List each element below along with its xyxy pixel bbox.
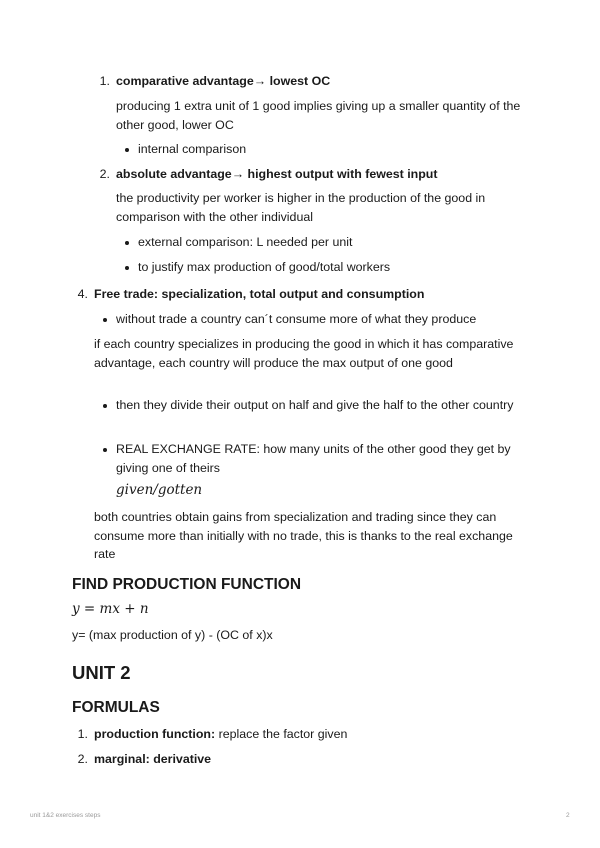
bullet-icon [103, 404, 107, 408]
list-item-title [116, 72, 330, 91]
bullet-icon [103, 448, 107, 452]
list-marker: 2. [77, 752, 88, 766]
list-item [94, 750, 211, 769]
bullet-icon [103, 318, 107, 322]
list-marker: 2. [99, 167, 110, 181]
paragraph: the productivity per worker is higher in the production of the good in comparison with the other individual [116, 191, 486, 224]
bullet-text: without trade a country can´t consume more of what they produce [116, 312, 477, 326]
paragraph: producing 1 extra unit of 1 good implies giving up a smaller quantity of the other good, lower OC [116, 99, 521, 132]
list-item [94, 725, 347, 744]
bullet-icon [125, 148, 129, 152]
page-heading: UNIT 2 [72, 662, 131, 683]
bullet-icon [125, 241, 129, 245]
page-number: 2 [566, 812, 570, 819]
math-formula: y = mx + n [72, 601, 149, 617]
title-text: absolute advantage [116, 167, 232, 181]
title-tail: highest output with fewest input [244, 167, 438, 181]
paragraph: y= (max production of y) - (OC of x)x [72, 628, 273, 642]
list-marker: 1. [99, 74, 110, 88]
list-item-title: Free trade: specialization, total output and consumption [94, 287, 425, 301]
bullet-icon [125, 266, 129, 270]
paragraph: both countries obtain gains from specialization and trading since they can consume more than initially with no trade, this is thanks to the real exchange rate [94, 510, 513, 561]
bullet-text: REAL EXCHANGE RATE: how many units of the other good they get by giving one of theirs [116, 442, 511, 475]
list-item-text: replace the factor given [215, 727, 348, 741]
section-heading: FIND PRODUCTION FUNCTION [72, 576, 302, 593]
section-heading: FORMULAS [72, 699, 160, 716]
list-marker: 4. [77, 287, 88, 301]
footer-title: unit 1&2 exercises steps [30, 812, 101, 819]
list-item-bold: production function: [94, 727, 216, 741]
bullet-text: internal comparison [138, 142, 247, 156]
list-item-bold: marginal: derivative [94, 752, 212, 766]
arrow-icon: → [231, 167, 245, 181]
title-text: comparative advantage [116, 74, 254, 88]
list-marker: 1. [77, 727, 88, 741]
bullet-text: to justify max production of good/total workers [138, 260, 391, 274]
math-formula: given/gotten [116, 482, 203, 498]
arrow-icon: → [253, 74, 267, 88]
title-tail: lowest OC [266, 74, 331, 88]
paragraph: if each country specializes in producing the good in which it has comparative advantage, each country will produce the max output of one good [94, 337, 514, 370]
bullet-text: then they divide their output on half and give the half to the other country [116, 398, 514, 412]
bullet-text: external comparison: L needed per unit [138, 235, 353, 249]
list-item-title [116, 165, 438, 184]
